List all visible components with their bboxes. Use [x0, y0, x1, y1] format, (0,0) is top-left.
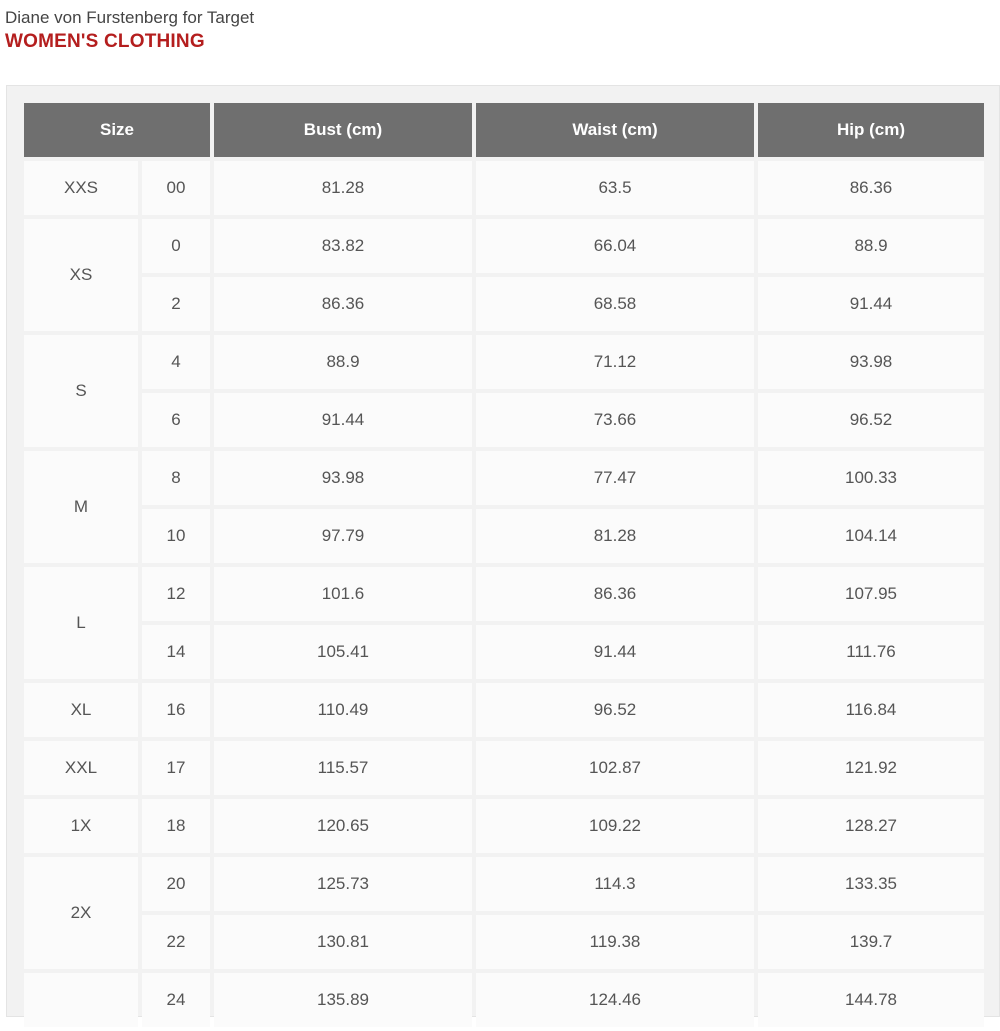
bust-cell: 101.6 [214, 567, 472, 621]
waist-cell: 124.46 [476, 973, 754, 1027]
waist-cell: 81.28 [476, 509, 754, 563]
size-number-cell: 24 [142, 973, 210, 1027]
hip-cell: 88.9 [758, 219, 984, 273]
size-letter-cell: XXS [24, 161, 138, 215]
column-header-size: Size [24, 103, 210, 157]
table-row [24, 277, 984, 331]
table-row [24, 857, 984, 911]
waist-cell: 63.5 [476, 161, 754, 215]
size-chart-table [20, 99, 988, 1031]
size-number-cell: 0 [142, 219, 210, 273]
size-number-cell: 10 [142, 509, 210, 563]
waist-cell: 77.47 [476, 451, 754, 505]
size-number-cell: 17 [142, 741, 210, 795]
waist-cell: 114.3 [476, 857, 754, 911]
table-row [24, 799, 984, 853]
table-row [24, 683, 984, 737]
size-number-cell: 16 [142, 683, 210, 737]
brand-name: Diane von Furstenberg for Target [5, 8, 255, 27]
hip-cell: 111.76 [758, 625, 984, 679]
size-letter-cell: S [24, 335, 138, 447]
hip-cell: 133.35 [758, 857, 984, 911]
waist-cell: 91.44 [476, 625, 754, 679]
bust-cell: 88.9 [214, 335, 472, 389]
bust-cell: 105.41 [214, 625, 472, 679]
size-letter-cell: XS [24, 219, 138, 331]
column-header-bust: Bust (cm) [214, 103, 472, 157]
bust-cell: 97.79 [214, 509, 472, 563]
size-number-cell: 00 [142, 161, 210, 215]
table-row [24, 335, 984, 389]
size-letter-cell: 1X [24, 799, 138, 853]
size-letter-cell: XXL [24, 741, 138, 795]
bust-cell: 83.82 [214, 219, 472, 273]
table-row [24, 219, 984, 273]
bust-cell: 130.81 [214, 915, 472, 969]
waist-cell: 109.22 [476, 799, 754, 853]
section-title: WOMEN'S CLOTHING [5, 31, 205, 52]
table-row [24, 973, 984, 1027]
bust-cell: 115.57 [214, 741, 472, 795]
waist-cell: 66.04 [476, 219, 754, 273]
table-body [24, 161, 984, 1027]
bust-cell: 93.98 [214, 451, 472, 505]
table-row [24, 741, 984, 795]
bust-cell: 86.36 [214, 277, 472, 331]
size-number-cell: 22 [142, 915, 210, 969]
size-number-cell: 14 [142, 625, 210, 679]
table-row [24, 451, 984, 505]
bust-cell: 120.65 [214, 799, 472, 853]
hip-cell: 96.52 [758, 393, 984, 447]
table-row [24, 625, 984, 679]
size-number-cell: 4 [142, 335, 210, 389]
column-header-hip: Hip (cm) [758, 103, 984, 157]
waist-cell: 68.58 [476, 277, 754, 331]
bust-cell: 110.49 [214, 683, 472, 737]
waist-cell: 86.36 [476, 567, 754, 621]
size-number-cell: 18 [142, 799, 210, 853]
table-row [24, 509, 984, 563]
size-letter-cell: 2X [24, 857, 138, 969]
size-number-cell: 8 [142, 451, 210, 505]
hip-cell: 128.27 [758, 799, 984, 853]
column-header-waist: Waist (cm) [476, 103, 754, 157]
bust-cell: 135.89 [214, 973, 472, 1027]
size-letter-cell: M [24, 451, 138, 563]
table-row [24, 161, 984, 215]
hip-cell: 100.33 [758, 451, 984, 505]
waist-cell: 96.52 [476, 683, 754, 737]
bust-cell: 81.28 [214, 161, 472, 215]
hip-cell: 107.95 [758, 567, 984, 621]
size-letter-cell: XL [24, 683, 138, 737]
table-header-row [24, 103, 984, 157]
hip-cell: 121.92 [758, 741, 984, 795]
hip-cell: 144.78 [758, 973, 984, 1027]
bust-cell: 125.73 [214, 857, 472, 911]
size-number-cell: 2 [142, 277, 210, 331]
size-letter-cell [24, 973, 138, 1027]
waist-cell: 119.38 [476, 915, 754, 969]
hip-cell: 91.44 [758, 277, 984, 331]
waist-cell: 102.87 [476, 741, 754, 795]
size-number-cell: 6 [142, 393, 210, 447]
size-number-cell: 20 [142, 857, 210, 911]
size-number-cell: 12 [142, 567, 210, 621]
table-row [24, 567, 984, 621]
hip-cell: 93.98 [758, 335, 984, 389]
table-row [24, 915, 984, 969]
waist-cell: 73.66 [476, 393, 754, 447]
hip-cell: 104.14 [758, 509, 984, 563]
waist-cell: 71.12 [476, 335, 754, 389]
bust-cell: 91.44 [214, 393, 472, 447]
hip-cell: 86.36 [758, 161, 984, 215]
hip-cell: 139.7 [758, 915, 984, 969]
size-letter-cell: L [24, 567, 138, 679]
table-row [24, 393, 984, 447]
hip-cell: 116.84 [758, 683, 984, 737]
